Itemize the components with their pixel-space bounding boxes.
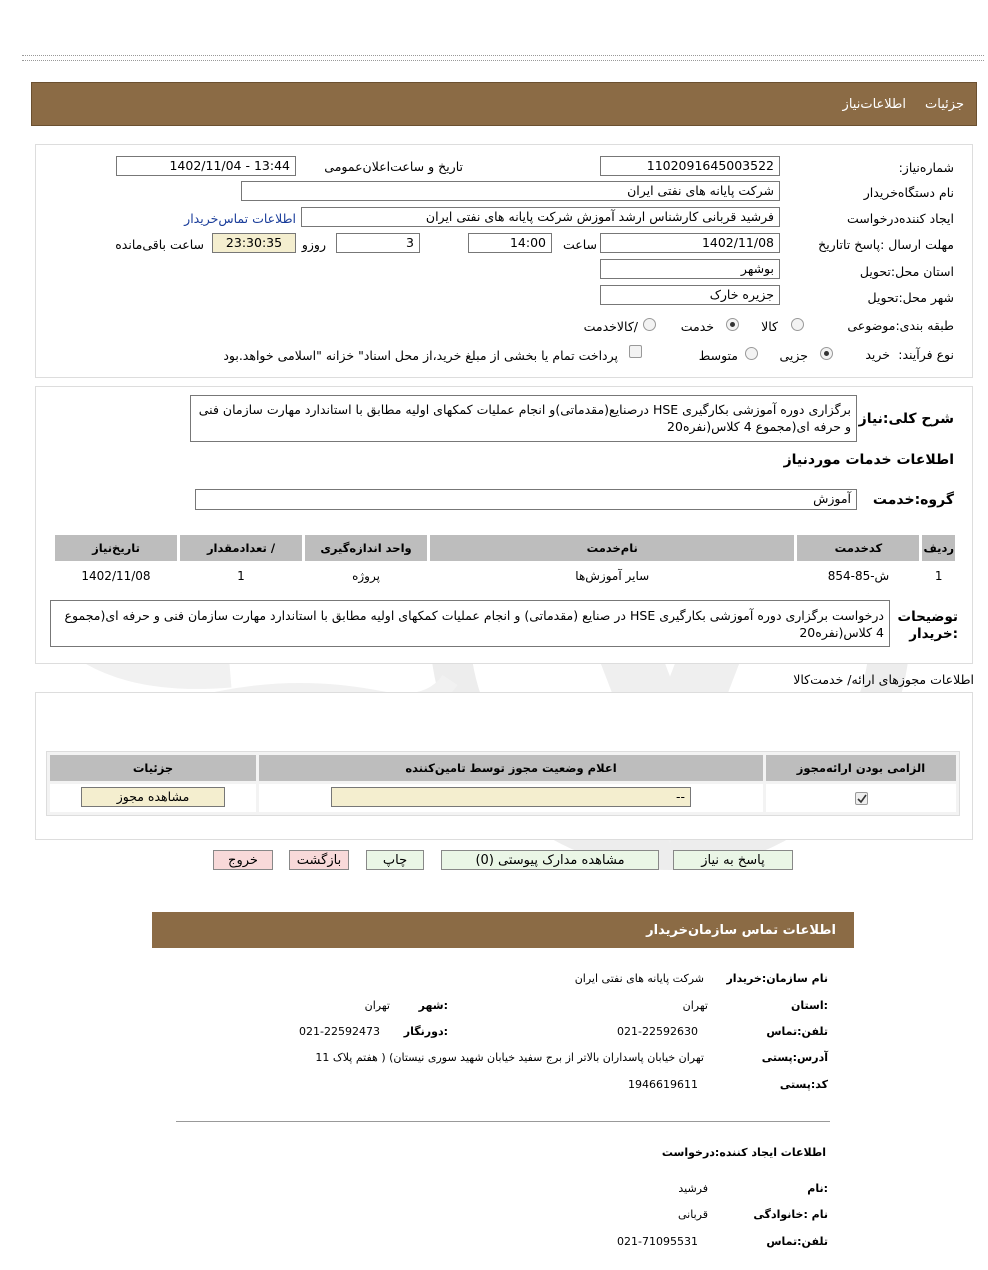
col-permit-required: الزامی بودن ارائه‌مجوز [766,755,956,781]
category-radio-goods-service[interactable] [643,318,656,331]
buyer-org-field: شرکت پایانه های نفتی ایران [241,181,780,201]
process-label: نوع فرآیند: [898,347,954,362]
service-group-label: گروه:خدمت [872,492,954,508]
cell-permit-required [766,784,956,812]
reply-button[interactable]: پاسخ به نیاز [673,850,793,870]
contact-org-value: شرکت پایانه های نفتی ایران [574,972,704,985]
print-button[interactable]: چاپ [366,850,424,870]
contact-divider [176,1121,830,1122]
need-info-panel [35,144,973,378]
exit-button[interactable]: خروج [213,850,273,870]
process-radio-medium[interactable] [745,347,758,360]
contact-fax-label: :دورنگار [403,1025,448,1038]
items-table [52,532,958,591]
deadline-label: مهلت ارسال :پاسخ تا‌تاریخ [818,237,954,252]
tab-details[interactable]: جزئیات [925,97,964,112]
remaining-time-field: 23:30:35 [212,233,296,253]
city-label: شهر محل:تحویل [867,290,954,305]
announce-label: تاریخ و ساعت‌اعلان‌عمومی [324,159,463,174]
contact-phone-label: تلفن:تماس [766,1025,828,1038]
category-radio-service[interactable] [726,318,739,331]
col-permit-status: اعلام وضعیت مجوز توسط تامین‌کننده [259,755,763,781]
deadline-time-field: 14:00 [468,233,552,253]
cell-unit: پروژه [352,569,380,583]
permit-required-checkbox[interactable] [855,792,868,805]
category-service-label: خدمت [680,319,714,334]
days-label: روزو [301,237,326,252]
creator-family-value: قربانی [678,1208,708,1221]
category-goods-service-label: /کالاخدمت [583,319,638,334]
checkmark-icon [856,793,867,804]
permits-header-row [50,755,956,781]
need-number-label: شماره‌نیاز: [898,160,954,175]
contact-address-label: آدرس:پستی [761,1051,828,1064]
time-label: ساعت [562,237,597,252]
creator-phone-value: 021-71095531 [617,1235,698,1248]
page-header [31,82,977,126]
cell-need-date: 1402/11/08 [81,569,151,583]
category-label: طبقه بندی:موضوعی [847,318,954,333]
col-row: ردیف [922,535,955,561]
cell-quantity: 1 [237,569,245,583]
cell-permit-details [50,784,256,812]
contact-province-label: :استان [791,999,828,1012]
deadline-date-field: 1402/11/08 [600,233,780,253]
col-quantity: / تعدادمقدار [180,535,302,561]
cell-service-code: ش-85-854 [827,569,890,583]
contact-postal-value: 1946619611 [628,1078,698,1091]
items-header-row [55,535,955,561]
top-divider [22,55,984,61]
contact-province-value: تهران [682,999,708,1012]
table-row [55,564,955,588]
creator-name-value: فرشید [678,1182,708,1195]
process-buy-label: خرید [865,347,890,362]
remaining-label: ساعت باقی‌مانده [115,237,204,252]
treasury-payment-checkbox[interactable] [629,345,642,358]
process-medium-label: متوسط [698,348,738,363]
creator-info-heading: اطلاعات ایجاد کننده:درخواست [661,1146,826,1159]
cell-row: 1 [934,569,943,583]
buyer-contact-link[interactable]: اطلاعات تماس‌خریدار [184,211,296,226]
col-unit: واحد اندازه‌گیری [305,535,427,561]
category-radio-goods[interactable] [791,318,804,331]
treasury-payment-note: پرداخت تمام یا بخشی از مبلغ خرید،از محل اسناد" خزانه "اسلامی خواهد.بود [223,348,618,363]
contact-city-value: تهران [364,999,390,1012]
buyer-notes-label: توضیحات :خریدار [897,609,958,642]
contact-title: اطلاعات تماس سازمان‌خریدار [646,923,836,938]
contact-address-value: تهران خیابان پاسداران بالاتر از برج سفید خیابان شهید سوری نیستان) ( هفتم پلاک 11 [315,1051,704,1064]
cell-service-name: سایر آموزش‌ها [575,569,650,583]
days-field: 3 [336,233,420,253]
announce-field: 1402/11/04 - 13:44 [116,156,296,176]
creator-field: فرشید قربانی کارشناس ارشد آموزش شرکت پایانه های نفتی ایران [301,207,780,227]
col-service-code: کدخدمت [797,535,919,561]
table-row [50,784,956,812]
creator-label: ایجاد کننده‌درخواست [847,211,954,226]
province-label: استان محل:تحویل [859,264,954,279]
process-radio-minor[interactable] [820,347,833,360]
creator-family-label: نام :خانوادگی [753,1208,828,1221]
col-permit-details: جزئیات [50,755,256,781]
contact-org-label: نام سازمان:خریدار [726,972,828,985]
summary-text: برگزاری دوره آموزشی بکارگیری HSE درصنایع(مقدماتی)و انجام عملیات کمکهای اولیه مطابق با استاندارد مهارت سازمان فنی و حرفه ای(مجموع 4 کلاس(نفره20 [190,395,857,442]
contact-phone-value: 021-22592630 [617,1025,698,1038]
service-group-field: آموزش [195,489,857,510]
need-number-field: 1102091645003522 [600,156,780,176]
creator-name-label: :نام [807,1182,828,1195]
services-heading: اطلاعات خدمات موردنیاز [783,452,954,468]
buyer-org-label: نام دستگاه‌خریدار [863,185,954,200]
attachments-button[interactable]: مشاهده مدارک پیوستی (0) [441,850,659,870]
city-field: جزیره خارک [600,285,780,305]
creator-phone-label: تلفن:تماس [766,1235,828,1248]
contact-fax-value: 021-22592473 [299,1025,380,1038]
permit-status-field: -- [331,787,691,807]
permits-title: اطلاعات مجوزهای ارائه/ خدمت‌کالا [793,672,974,687]
back-button[interactable]: بازگشت [289,850,349,870]
province-field: بوشهر [600,259,780,279]
contact-city-label: :شهر [418,999,448,1012]
contact-postal-label: کد:پستی [779,1078,828,1091]
cell-permit-status [259,784,763,812]
col-service-name: نام‌خدمت [430,535,794,561]
process-minor-label: جزیی [779,348,808,363]
tab-need-info[interactable]: اطلاعات‌نیاز [842,97,906,112]
view-permit-button[interactable]: مشاهده مجوز [81,787,225,807]
category-goods-label: کالا [761,319,778,334]
buyer-notes-text: درخواست برگزاری دوره آموزشی بکارگیری HSE در صنایع (مقدماتی) و انجام عملیات کمکهای اولیه مطابق با استاندارد مهارت سازمان فنی و حرفه ای(مجموع 4 کلاس(نفره20 [50,600,890,647]
summary-label: شرح کلی:نیاز [858,411,954,427]
col-need-date: تاریخ‌نیاز [55,535,177,561]
contact-header [152,912,854,948]
permits-table [46,751,960,816]
